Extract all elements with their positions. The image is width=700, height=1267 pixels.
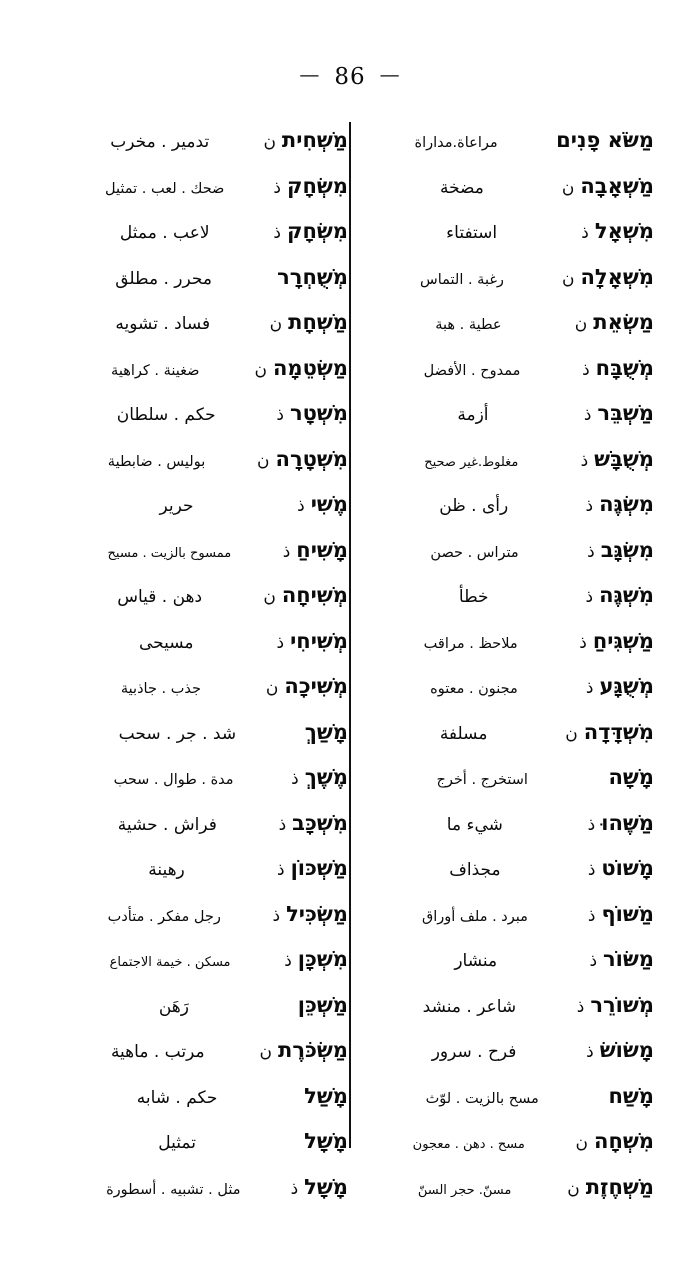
entry-row xyxy=(368,801,654,847)
gender-marker: ن xyxy=(565,723,578,744)
gender-marker: ذ xyxy=(282,541,291,562)
hebrew-headword: מַשֹּׂא פָנִים xyxy=(556,128,654,152)
gender-marker: ذ xyxy=(587,814,596,835)
entry-row xyxy=(368,300,654,346)
entry-row xyxy=(62,619,348,665)
hebrew-headword: מְשֻׁגָּע xyxy=(599,674,654,698)
entry-row xyxy=(62,1074,348,1120)
arabic-gloss: مسح بالزيت . لوّث xyxy=(425,1090,539,1107)
gender-marker: ن xyxy=(567,1178,580,1199)
arabic-gloss: مسكن . خيمة الاجتماع xyxy=(109,955,231,970)
entry-row xyxy=(62,437,348,483)
hebrew-headword: מְשִׁיחִי xyxy=(290,628,348,653)
entry-row xyxy=(368,983,654,1029)
gender-marker: ذ xyxy=(290,1178,299,1199)
arabic-gloss: مسيحى xyxy=(138,632,194,653)
arabic-gloss: رغبة . التماس xyxy=(420,271,504,288)
arabic-gloss: حكم . شابه xyxy=(136,1087,218,1108)
hebrew-headword: מָשִׁיחַ xyxy=(296,537,348,562)
entry-row xyxy=(62,573,348,619)
gender-marker: ن xyxy=(263,132,276,152)
arabic-gloss: مرتب . ماهية xyxy=(110,1042,205,1062)
entries-columns xyxy=(48,118,656,1199)
gender-marker: ن xyxy=(561,177,575,198)
hebrew-headword: מַשְׂכִּיל xyxy=(286,901,348,926)
arabic-gloss: ممدوح . الأفضل xyxy=(423,362,521,379)
gender-marker: ذ xyxy=(585,587,594,607)
arabic-gloss: شاعر . منشد xyxy=(422,996,517,1017)
hebrew-headword: מַשְׂכֹּרֶת xyxy=(277,1038,348,1062)
gender-marker: ذ xyxy=(587,541,595,562)
arabic-gloss: متراس . حصن xyxy=(430,544,519,561)
arabic-gloss: فراش . حشية xyxy=(117,814,217,835)
arabic-gloss: حكم . سلطان xyxy=(116,405,216,425)
entry-row xyxy=(62,1165,348,1211)
entry-row xyxy=(368,118,654,164)
hebrew-headword: מִשְׁטָר xyxy=(289,401,348,425)
hebrew-headword: מָשָׁל xyxy=(304,1174,348,1199)
arabic-gloss: مبرد . ملف أوراق xyxy=(421,908,528,925)
gender-marker: ن xyxy=(561,268,575,289)
entry-row xyxy=(368,528,654,574)
arabic-gloss: مسلفة xyxy=(439,723,488,744)
gender-marker: ن xyxy=(574,314,588,334)
hebrew-headword: מִשְׁדָּדָה xyxy=(583,719,654,744)
arabic-gloss: حرير xyxy=(159,496,194,516)
hebrew-headword: מֶשִׁי xyxy=(310,492,348,516)
entry-row xyxy=(368,164,654,210)
hebrew-headword: מִשְׂגָּב xyxy=(600,537,654,562)
arabic-gloss: خطأ xyxy=(458,587,489,607)
arabic-gloss: ممسوح بالزيت . مسيح xyxy=(107,545,232,561)
entry-row xyxy=(62,209,348,255)
arabic-gloss: مضخة xyxy=(439,177,484,198)
hebrew-headword: מַשְׁבֵּר xyxy=(597,401,654,425)
gender-marker: ن xyxy=(259,1042,272,1062)
page-number-header xyxy=(0,62,700,90)
entry-row xyxy=(368,664,654,710)
gender-marker: ذ xyxy=(581,223,589,243)
arabic-gloss: رجل مفكر . متأدب xyxy=(107,908,221,925)
hebrew-headword: מַשֶּׁהוּ xyxy=(601,810,654,835)
hebrew-headword: מֶשֶׁךְ xyxy=(304,765,348,789)
entry-row xyxy=(62,664,348,710)
hebrew-headword: מָשׁוֹט xyxy=(601,856,654,880)
arabic-gloss: منشار xyxy=(454,951,498,971)
hebrew-headword: מַשְׁאָבָה xyxy=(580,173,654,198)
hebrew-headword: מַשְׂאֵת xyxy=(593,310,654,334)
gender-marker: ذ xyxy=(582,359,590,380)
gender-marker: ذ xyxy=(580,450,589,471)
arabic-gloss: مراعاة.مداراة xyxy=(414,135,498,151)
arabic-gloss: شيء ما xyxy=(446,814,503,835)
hebrew-headword: מַשּׂוֹר xyxy=(603,947,654,971)
page-number: 86 xyxy=(334,64,366,90)
hebrew-headword: מִשְׁגֶּה xyxy=(599,583,654,607)
hebrew-headword: מְשֻׁבָּח xyxy=(595,355,654,380)
hebrew-headword: מִשְׁאָלָה xyxy=(580,264,654,289)
right-column xyxy=(358,118,656,1199)
gender-marker: ذ xyxy=(585,678,594,698)
entry-row xyxy=(62,164,348,210)
gender-marker: ذ xyxy=(587,860,596,880)
gender-marker: ذ xyxy=(583,405,592,425)
hebrew-headword: מַשְׁחִית xyxy=(281,128,348,152)
hebrew-headword: מְשׁוֹרֵר xyxy=(590,992,654,1017)
entry-row xyxy=(62,528,348,574)
arabic-gloss: تدمير . مخرب xyxy=(110,132,210,152)
entry-row xyxy=(62,1119,348,1165)
header-dash-left: — xyxy=(299,62,321,86)
gender-marker: ذ xyxy=(579,632,587,653)
arabic-gloss: مسنّ. حجر السنّ xyxy=(417,1182,512,1198)
hebrew-headword: מָשַׁח xyxy=(608,1083,654,1108)
arabic-gloss: فرح . سرور xyxy=(431,1042,517,1062)
arabic-gloss: ضغينة . كراهية xyxy=(111,362,200,379)
arabic-gloss: بوليس . ضابطية xyxy=(107,453,206,470)
arabic-gloss: أزمة xyxy=(457,405,489,425)
hebrew-headword: מָשׂוֹשׂ xyxy=(599,1038,654,1062)
gender-marker: ذ xyxy=(585,496,594,516)
hebrew-headword: מַשְׁגִּיחַ xyxy=(592,628,654,653)
gender-marker: ن xyxy=(263,587,276,607)
entry-row xyxy=(62,346,348,392)
entry-row xyxy=(62,892,348,938)
hebrew-headword: מִשְׂגֶּה xyxy=(599,492,654,516)
arabic-gloss: مسح . دهن . معجون xyxy=(412,1137,525,1152)
arabic-gloss: فساد . تشويه xyxy=(115,314,211,334)
entry-row xyxy=(62,482,348,528)
entry-row xyxy=(368,846,654,892)
gender-marker: ن xyxy=(254,359,267,380)
entry-row xyxy=(368,710,654,756)
arabic-gloss: استفتاء xyxy=(446,223,498,243)
hebrew-headword: מְשֻׁחְרָר xyxy=(277,264,348,289)
arabic-gloss: عطية . هبة xyxy=(435,317,502,333)
hebrew-headword: מְשִׁיכָה xyxy=(284,674,348,698)
entry-row xyxy=(368,209,654,255)
hebrew-headword: מְשִׁיחָה xyxy=(281,583,348,607)
entry-row xyxy=(368,755,654,801)
entry-row xyxy=(368,391,654,437)
hebrew-headword: מִשְׁכָּב xyxy=(292,810,348,835)
entry-row xyxy=(62,1028,348,1074)
entry-row xyxy=(368,255,654,301)
hebrew-headword: מַשְׂטֵמָה xyxy=(272,355,348,380)
gender-marker: ذ xyxy=(284,951,292,971)
arabic-gloss: شد . جر . سحب xyxy=(118,723,237,744)
gender-marker: ذ xyxy=(589,951,598,971)
arabic-gloss: جذب . جاذبية xyxy=(120,681,201,697)
hebrew-headword: מָשָׁל xyxy=(304,1129,348,1153)
hebrew-headword: מְשֻׁבָּשׁ xyxy=(594,446,654,471)
gender-marker: ذ xyxy=(291,769,299,789)
gender-marker: ذ xyxy=(276,860,285,880)
hebrew-headword: מָשַׁךְ xyxy=(304,719,348,744)
hebrew-headword: מִשְׁחָה xyxy=(594,1129,654,1153)
gender-marker: ذ xyxy=(297,496,305,516)
gender-marker: ن xyxy=(265,678,279,698)
hebrew-headword: מַשְׁכֵּן xyxy=(297,992,348,1017)
entry-row xyxy=(62,755,348,801)
gender-marker: ذ xyxy=(276,632,285,653)
gender-marker: ذ xyxy=(587,905,596,926)
left-column xyxy=(60,118,358,1199)
arabic-gloss: مغلوط.غير صحيح xyxy=(424,454,519,470)
entry-row xyxy=(62,801,348,847)
gender-marker: ذ xyxy=(273,177,281,198)
hebrew-headword: מַשּׁוֹף xyxy=(601,901,654,926)
entry-row xyxy=(368,892,654,938)
arabic-gloss: مجذاف xyxy=(449,860,501,880)
gender-marker: ذ xyxy=(278,814,287,835)
hebrew-headword: מָשַׁל xyxy=(304,1083,348,1108)
arabic-gloss: مثل . تشبيه . أسطورة xyxy=(106,1181,241,1198)
hebrew-headword: מַשְׁחֶזֶת xyxy=(585,1174,654,1199)
entry-row xyxy=(368,437,654,483)
arabic-gloss: مجنون . معتوه xyxy=(430,681,518,697)
entry-row xyxy=(368,573,654,619)
gender-marker: ن xyxy=(257,450,270,471)
entry-row xyxy=(368,1028,654,1074)
entry-row xyxy=(368,1074,654,1120)
header-dash-right: — xyxy=(379,62,401,86)
hebrew-headword: מִשְׂחָק xyxy=(286,219,348,243)
entry-row xyxy=(368,1119,654,1165)
entry-row xyxy=(62,118,348,164)
hebrew-headword: מִשְׁכָּן xyxy=(297,947,348,971)
gender-marker: ذ xyxy=(272,905,281,926)
entry-row xyxy=(62,846,348,892)
gender-marker: ذ xyxy=(273,223,281,243)
gender-marker: ذ xyxy=(576,996,585,1017)
entry-row xyxy=(368,346,654,392)
entry-row xyxy=(368,937,654,983)
entry-row xyxy=(62,300,348,346)
arabic-gloss: دهن . قياس xyxy=(117,587,203,607)
entry-row xyxy=(368,1165,654,1211)
arabic-gloss: تمثيل xyxy=(158,1133,196,1153)
arabic-gloss: ضحك . لعب . تمثيل xyxy=(105,180,225,197)
arabic-gloss: لاعب . ممثل xyxy=(119,223,210,243)
arabic-gloss: رأى . ظن xyxy=(439,496,509,516)
arabic-gloss: رَهَن xyxy=(158,996,189,1017)
gender-marker: ن xyxy=(575,1133,589,1153)
hebrew-headword: מִשְׂחָק xyxy=(286,173,348,198)
entry-row xyxy=(368,482,654,528)
gender-marker: ذ xyxy=(276,405,284,425)
arabic-gloss: رهينة xyxy=(148,860,185,880)
gender-marker: ن xyxy=(269,314,283,334)
gender-marker: ذ xyxy=(586,1042,594,1062)
hebrew-headword: מָשָׁה xyxy=(608,765,654,789)
arabic-gloss: مدة . طوال . سحب xyxy=(113,772,234,788)
hebrew-headword: מִשְׁאָל xyxy=(594,219,654,243)
arabic-gloss: محرر . مطلق xyxy=(115,268,212,289)
entry-row xyxy=(62,255,348,301)
entry-row xyxy=(62,983,348,1029)
entry-row xyxy=(62,937,348,983)
hebrew-headword: מִשְׁטָרָה xyxy=(275,446,348,471)
arabic-gloss: استخرج . أخرج xyxy=(436,772,528,788)
arabic-gloss: ملاحظ . مراقب xyxy=(423,635,518,652)
hebrew-headword: מַשְׁכּוֹן xyxy=(290,856,348,880)
entry-row xyxy=(368,619,654,665)
entry-row xyxy=(62,710,348,756)
hebrew-headword: מַשְׁחָת xyxy=(288,310,348,334)
entry-row xyxy=(62,391,348,437)
